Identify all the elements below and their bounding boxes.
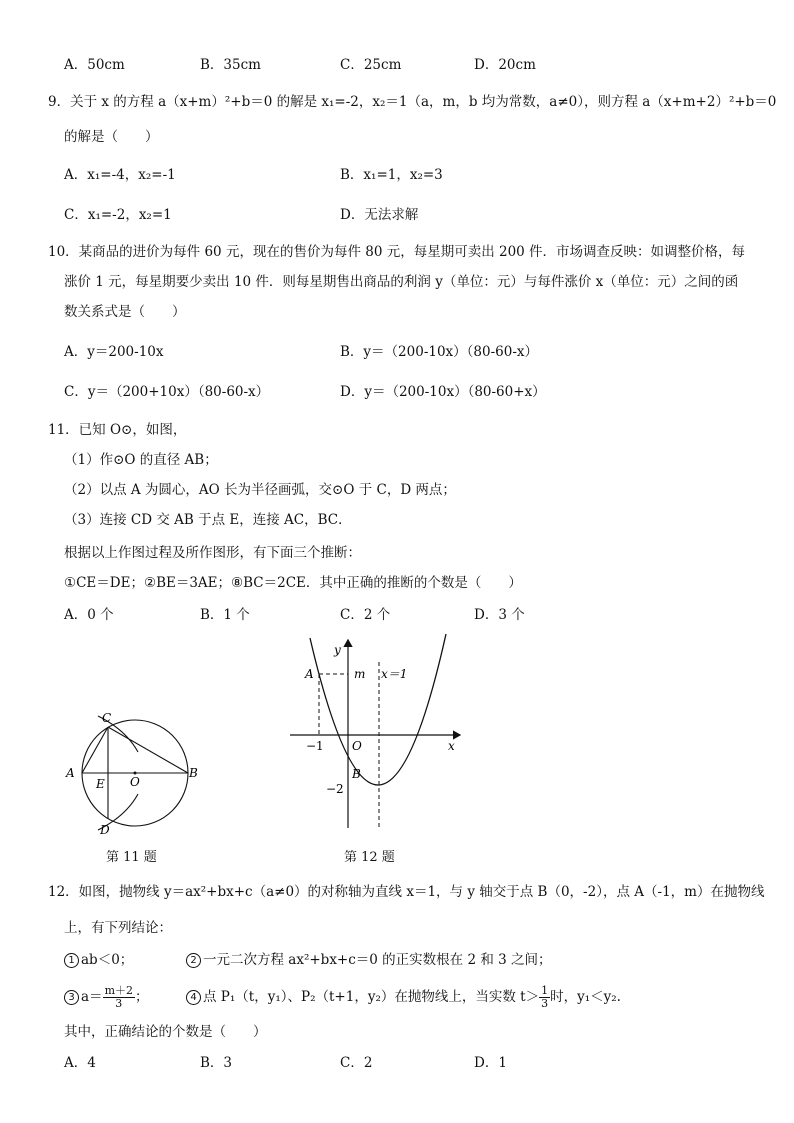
circled-number: 3 (64, 990, 79, 1005)
q12-conclusion-3: 3 a＝ $\frac{m+2}{3}$ ； (64, 984, 149, 1010)
figure-12-caption: 第 12 题 (344, 850, 395, 865)
q9-stem-line2: 的解是（ ） (64, 129, 159, 145)
figure-11-caption: 第 11 题 (106, 850, 157, 865)
q12-stem-line1: 12．如图，抛物线 y＝ax²+bx+c（a≠0）的对称轴为直线 x＝1，与 y 轴交于点 B（0，-2），点 A（-1，m）在抛物线 (48, 884, 765, 900)
q9-option-d[interactable]: D．无法求解 (340, 207, 419, 223)
q9-stem-line1: 9．关于 x 的方程 a（x+m）²+b＝0 的解是 x₁=-2，x₂＝1（a，m，b 均为常数，a≠0），则方程 a（x+m+2）²+b＝0 (48, 94, 777, 110)
label-d: D (100, 823, 110, 837)
label-e: E (96, 777, 105, 791)
q10-option-a[interactable]: A．y＝200-10x (64, 344, 164, 360)
q12-option-b[interactable]: B．3 (200, 1055, 233, 1071)
q8-option-b[interactable]: B．35cm (200, 57, 261, 73)
label-o: O (130, 775, 140, 789)
q11-inference-intro: 根据以上作图过程及所作图形，有下面三个推断： (64, 545, 361, 561)
q10-option-d[interactable]: D．y＝（200-10x）（80-60+x） (340, 384, 546, 400)
label-a: A (66, 766, 75, 780)
circled-number: 1 (64, 953, 79, 968)
label-a: A (305, 667, 314, 681)
label-c: C (102, 711, 112, 725)
q12-conclusion-1: 1 ab＜0； (64, 950, 133, 970)
fraction: $\frac{m+2}{3}$ (104, 984, 133, 1010)
q11-option-a[interactable]: A．0 个 (64, 607, 114, 623)
q10-option-b[interactable]: B．y＝（200-10x）（80-60-x） (340, 344, 539, 360)
q11-step1: （1）作⊙O 的直径 AB； (64, 452, 218, 468)
fraction: $\frac{1}{3}$ (541, 984, 549, 1010)
label-x: x (448, 739, 455, 753)
q11-option-c[interactable]: C．2 个 (340, 607, 391, 623)
q10-stem-line1: 10．某商品的进价为每件 60 元，现在的售价为每件 80 元，每星期可卖出 200 件．市场调查反映：如调整价格，每 (48, 244, 746, 260)
q11-stem-line1: 11．已知 O⊙，如图， (48, 422, 187, 438)
q8-option-d[interactable]: D．20cm (474, 57, 536, 73)
q12-option-d[interactable]: D．1 (474, 1055, 507, 1071)
q11-option-b[interactable]: B．1 个 (200, 607, 250, 623)
segment-ac (82, 727, 108, 773)
q9-option-b[interactable]: B．x₁=1，x₂=3 (340, 167, 443, 183)
q11-step3: （3）连接 CD 交 AB 于点 E，连接 AC，BC． (64, 512, 352, 528)
q12-stem-line2: 上，有下列结论： (64, 920, 172, 936)
circled-number: 2 (186, 953, 201, 968)
label-neg2: −2 (326, 782, 344, 796)
q12-question: 其中，正确结论的个数是（ ） (64, 1024, 267, 1040)
q10-stem-line3: 数关系式是（ ） (64, 304, 186, 320)
q10-option-c[interactable]: C．y＝（200+10x）（80-60-x） (64, 384, 270, 400)
figure-12 (288, 632, 468, 837)
q8-option-c[interactable]: C．25cm (340, 57, 402, 73)
q11-step2: （2）以点 A 为圆心，AO 长为半径画弧，交⊙O 于 C，D 两点； (64, 482, 456, 498)
label-b: B (189, 766, 198, 780)
circled-number: 4 (186, 990, 201, 1005)
q9-option-c[interactable]: C．x₁=-2，x₂=1 (64, 207, 172, 223)
segment-bc (108, 727, 188, 773)
label-m: m (354, 667, 366, 681)
q10-stem-line2: 涨价 1 元，每星期要少卖出 10 件．则每星期售出商品的利润 y（单位：元）与每件涨价 x（单位：元）之间的函 (64, 274, 739, 290)
q12-conclusion-4: 4 点 P₁（t，y₁）、P₂（t+1，y₂）在抛物线上，当实数 t＞ $\frac{1}{3}$ 时，y₁＜y₂. (186, 984, 621, 1010)
label-origin: O (352, 739, 362, 753)
q11-option-d[interactable]: D．3 个 (474, 607, 525, 623)
q12-option-a[interactable]: A．4 (64, 1055, 96, 1071)
figure-11 (58, 700, 208, 840)
label-y: y (334, 643, 341, 657)
q12-conclusion-2: 2 一元二次方程 ax²+bx+c＝0 的正实数根在 2 和 3 之间； (186, 950, 552, 970)
q9-option-a[interactable]: A．x₁=-4，x₂=-1 (64, 167, 176, 183)
label-b: B (352, 767, 361, 781)
parabola (310, 634, 446, 785)
q11-inferences: ①CE＝DE；②BE＝3AE；⑧BC＝2CE．其中正确的推断的个数是（ ） (64, 575, 522, 591)
q12-option-c[interactable]: C．2 (340, 1055, 373, 1071)
label-x-eq-1: x＝1 (381, 667, 408, 681)
q8-option-a[interactable]: A．50cm (64, 57, 125, 73)
label-neg1: −1 (306, 739, 324, 753)
